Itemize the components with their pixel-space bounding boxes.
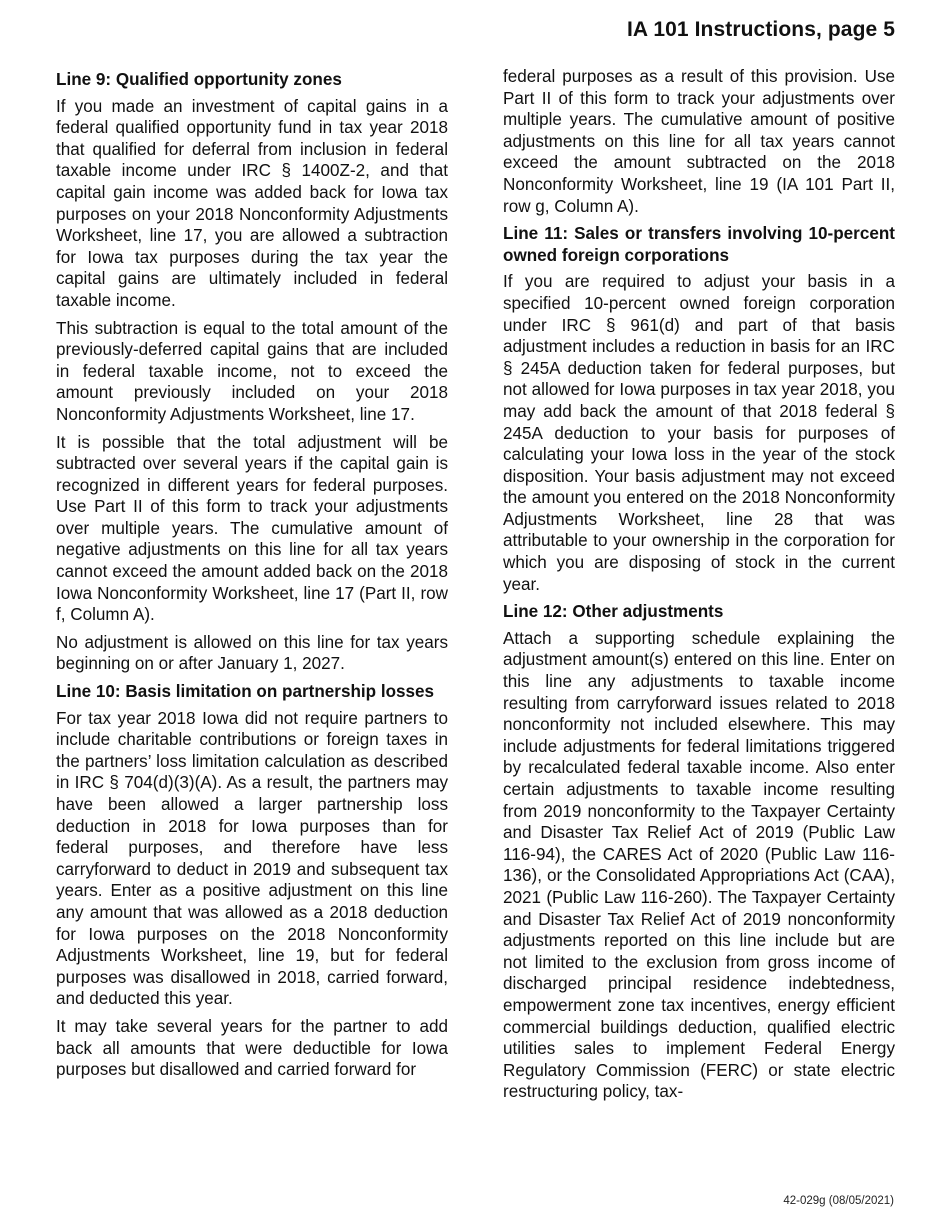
line-12-heading: Line 12: Other adjustments [503,602,724,622]
page-title: IA 101 Instructions, page 5 [627,18,895,41]
line-9-paragraph-3: It is possible that the total adjustment will be subtracted over several years if the capital gain is recognized in different years for federal purposes. Use Part II of this form to track your adjustments over multiple years. The cumulative amount of negative adjustments on this line for all tax years cannot exceed the amount added back on the 2018 Iowa Nonconformity Worksheet, line 17 (Part II, row f, Column A). [56,432,448,625]
line-10-heading: Line 10: Basis limitation on partnership losses [56,682,435,702]
line-9-paragraph-4: No adjustment is allowed on this line for tax years beginning on or after January 1, 2027. [56,632,448,674]
line-12-paragraph-1: Attach a supporting schedule explaining the adjustment amount(s) entered on this line. Enter on this line any adjustments to taxable income resulting from carryforward issues related to 2018 nonconformity not included elsewhere. This may include adjustments for federal limitations triggered by recalculated federal taxable income. Also enter certain adjustments to taxable income resulting from 2019 nonconformity to the Taxpayer Certainty and Disaster Tax Relief Act of 2019 (Public Law 116-94), the CARES Act of 2020 (Public Law 116-136), or the Consolidated Appropriations Act (CAA), 2021 (Public Law 116-260). The Taxpayer Certainty and Disaster Tax Relief Act of 2019 nonconformity adjustments reported on this line include but are not limited to the exclusion from gross income of discharged principal residence indebtedness, empowerment zone tax incentives, energy efficient commercial buildings deduction, qualified electric utilities sales to implement Federal Energy Regulatory Commission (FERC) or state electric restructuring policy, tax- [503,628,895,1102]
line-9-paragraph-1: If you made an investment of capital gains in a federal qualified opportunity fund in tax year 2018 that qualified for deferral from inclusion in federal taxable income under IRC § 1400Z-2, and that capital gain income was added back for Iowa tax purposes on your 2018 Nonconformity Adjustments Worksheet, line 17, you are allowed a subtraction for Iowa tax purposes during the tax year the capital gains are ultimately included in federal taxable income. [56,96,448,310]
line-10-paragraph-2: It may take several years for the partner to add back all amounts that were deductible for Iowa purposes but disallowed and carried forward for [56,1016,448,1080]
line-9-paragraph-2: This subtraction is equal to the total amount of the previously-deferred capital gains that are included in federal taxable income, not to exceed the amount previously included on your 2018 Nonconformity Adjustments Worksheet, line 17. [56,318,448,424]
line-11-heading: Line 11: Sales or transfers involving 10-percent owned foreign corporations [503,224,895,265]
line-11-paragraph-1: If you are required to adjust your basis in a specified 10-percent owned foreign corporation under IRC § 961(d) and part of that basis adjustment includes a reduction in basis for an IRC § 245A deduction taken for federal purposes, but not allowed for Iowa purposes in tax year 2018, you may add back the amount of that 2018 federal § 245A deduction to your basis for purposes of calculating your Iowa loss in the year of the stock disposition. Your basis adjustment may not exceed the amount you entered on the 2018 Nonconformity Adjustments Worksheet, line 28 that was attributable to your ownership in the corporation for which you are disposing of stock in the current year. [503,272,895,594]
line-10-paragraph-1: For tax year 2018 Iowa did not require partners to include charitable contributions or foreign taxes in the partners’ loss limitation calculation as described in IRC § 704(d)(3)(A). As a result, the partners may have been allowed a larger partnership loss deduction in 2018 for Iowa purposes than for federal purposes, and therefore have less carryforward to deduct in 2019 and subsequent tax years. Enter as a positive adjustment on this line any amount that was allowed as a 2018 deduction for Iowa purposes on the 2018 Nonconformity Adjustments Worksheet, line 19, but for federal purposes was disallowed in 2018, carried forward, and deducted this year. [56,708,448,1009]
left-column [56,66,448,1087]
line-9-heading: Line 9: Qualified opportunity zones [56,70,342,89]
form-number: 42-029g (08/05/2021) [783,1195,894,1207]
line-10-continued-paragraph: federal purposes as a result of this provision. Use Part II of this form to track your adjustments over multiple years. The cumulative amount of positive adjustments on this line for all tax years cannot exceed the amount subtracted on the 2018 Nonconformity Worksheet, line 19 (IA 101 Part II, row g, Column A). [503,67,895,216]
right-column [503,66,895,1109]
